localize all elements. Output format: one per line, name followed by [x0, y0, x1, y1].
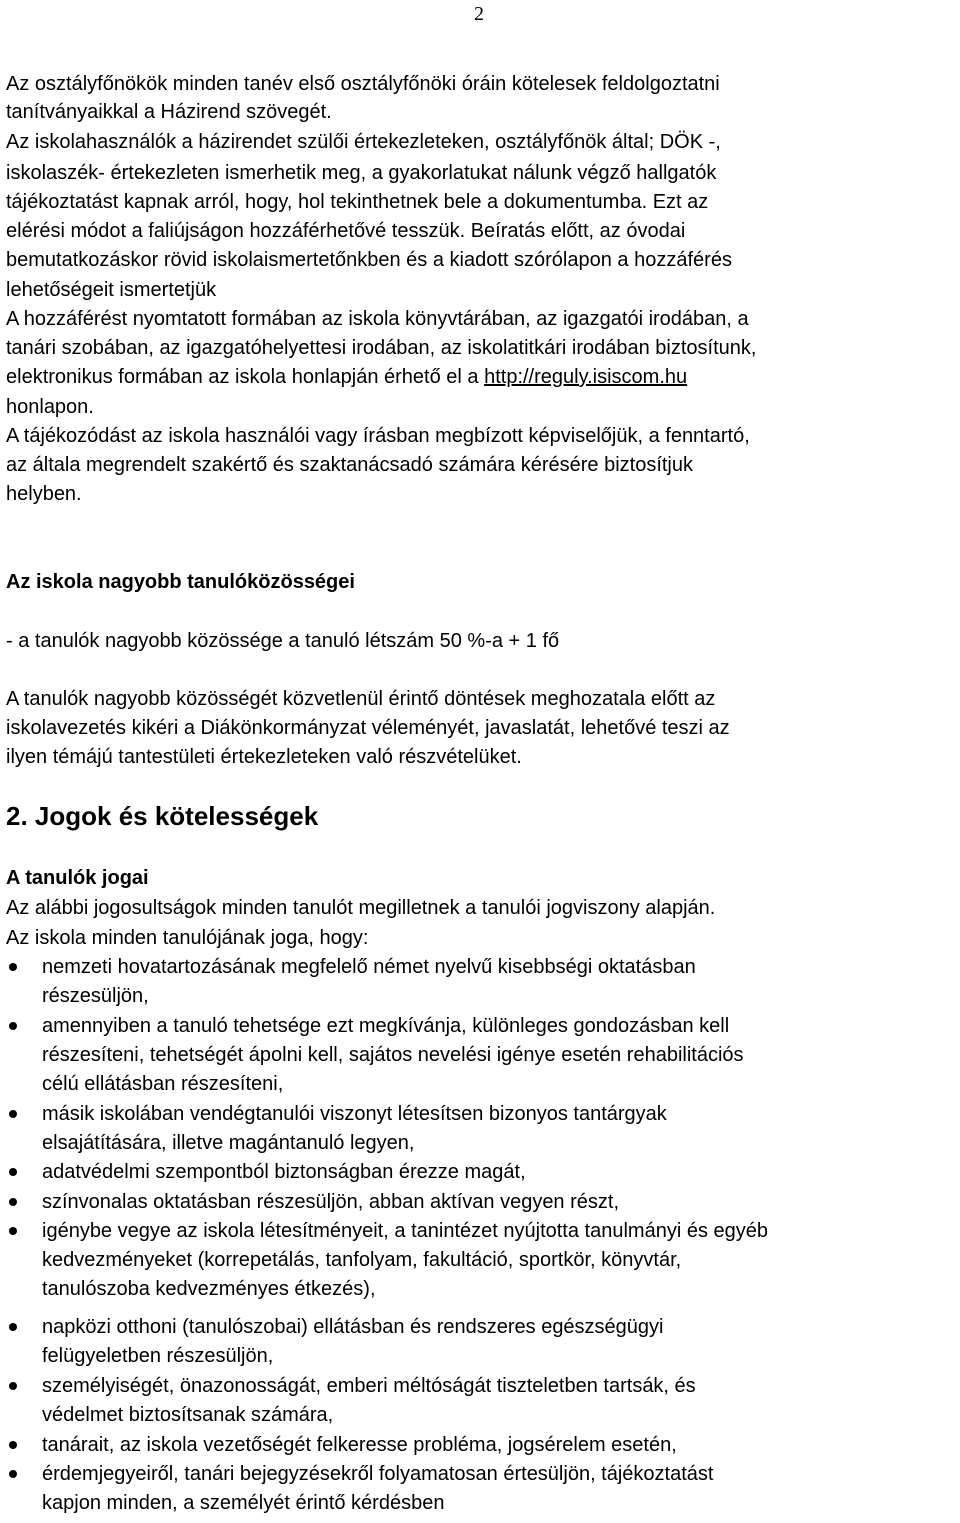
bullet-item-line: elsajátítására, illetve magántanuló legyen,: [42, 1132, 415, 1154]
bullet-item-line: másik iskolában vendégtanulói viszonyt létesítsen bizonyos tantárgyak: [42, 1103, 667, 1125]
paragraph-line: lehetőségeit ismertetjük: [6, 279, 217, 301]
paragraph-line: A tanulók nagyobb közösségét közvetlenül érintő döntések meghozatala előtt az: [6, 688, 716, 710]
bullet-dot: [9, 1382, 17, 1390]
bullet-item-line: színvonalas oktatásban részesüljön, abban aktívan vegyen részt,: [42, 1191, 620, 1213]
bullet-item-line: kapjon minden, a személyét érintő kérdésben: [42, 1492, 445, 1514]
paragraph-line: tájékoztatást kapnak arról, hogy, hol tekinthetnek bele a dokumentumba. Ezt az: [6, 191, 709, 213]
paragraph-line: tanítványaikkal a Házirend szövegét.: [6, 101, 332, 123]
bullet-item-line: amennyiben a tanuló tehetsége ezt megkívánja, különleges gondozásban kell: [42, 1015, 730, 1037]
bullet-item-line: felügyeletben részesüljön,: [42, 1345, 274, 1367]
website-link[interactable]: http://reguly.isiscom.hu: [484, 366, 688, 388]
bullet-dot: [9, 1022, 17, 1030]
bullet-item-line: védelmet biztosítsanak számára,: [42, 1404, 334, 1426]
bullet-item-line: napközi otthoni (tanulószobai) ellátásban és rendszeres egészségügyi: [42, 1316, 664, 1338]
rights-intro-line: Az iskola minden tanulójának joga, hogy:: [6, 927, 369, 949]
bullet-item-line: nemzeti hovatartozásának megfelelő német nyelvű kisebbségi oktatásban: [42, 956, 696, 978]
paragraph-line: A hozzáférést nyomtatott formában az iskola könyvtárában, az igazgatói irodában, a: [6, 308, 749, 330]
bullet-dot: [9, 1110, 17, 1118]
bullet-dot: [9, 963, 17, 971]
paragraph-line: honlapon.: [6, 396, 94, 418]
bullet-dot: [9, 1441, 17, 1449]
paragraph-line: Az osztályfőnökök minden tanév első osztályfőnöki óráin kötelesek feldolgoztatni: [6, 73, 720, 95]
paragraph-line: az általa megrendelt szakértő és szaktanácsadó számára kérésére biztosítjuk: [6, 454, 694, 476]
link-prefix: elektronikus formában az iskola honlapján érhető el a: [6, 366, 485, 388]
paragraph-line: Az iskolahasználók a házirendet szülői értekezleteken, osztályfőnök által; DÖK -,: [6, 131, 721, 153]
bullet-item-line: kedvezményeket (korrepetálás, tanfolyam, fakultáció, sportkör, könyvtár,: [42, 1249, 682, 1271]
bullet-dot: [9, 1168, 17, 1176]
bullet-item-line: adatvédelmi szempontból biztonságban érezze magát,: [42, 1161, 526, 1183]
community-line: - a tanulók nagyobb közössége a tanuló létszám 50 %-a + 1 fő: [6, 630, 560, 652]
page-number: 2: [474, 3, 484, 25]
bullet-item-line: célú ellátásban részesíteni,: [42, 1073, 284, 1095]
bullet-item-line: tanárait, az iskola vezetőségét felkeresse probléma, jogsérelem esetén,: [42, 1434, 677, 1456]
bullet-item-line: igénybe vegye az iskola létesítményeit, a tanintézet nyújtotta tanulmányi és egyéb: [42, 1220, 768, 1242]
bullet-item-line: tanulószoba kedvezményes étkezés),: [42, 1278, 376, 1300]
paragraph-line: bemutatkozáskor rövid iskolaismertetőnkben és a kiadott szórólapon a hozzáférés: [6, 249, 732, 271]
rights-heading: A tanulók jogai: [6, 867, 149, 889]
paragraph-line: A tájékozódást az iskola használói vagy írásban megbízott képviselőjük, a fenntartó,: [6, 425, 750, 447]
paragraph-line: tanári szobában, az igazgatóhelyettesi irodában, az iskolatitkári irodában biztosítunk,: [6, 337, 757, 359]
paragraph-line: helyben.: [6, 483, 82, 505]
bullet-dot: [9, 1227, 17, 1235]
bullet-item-line: személyiségét, önazonosságát, emberi méltóságát tiszteletben tartsák, és: [42, 1375, 696, 1397]
section-heading: Az iskola nagyobb tanulóközösségei: [6, 571, 355, 593]
paragraph-line: elérési módot a faliújságon hozzáférhetővé tesszük. Beíratás előtt, az óvodai: [6, 220, 686, 242]
chapter-heading: 2. Jogok és kötelességek: [6, 801, 319, 831]
bullet-item-line: érdemjegyeiről, tanári bejegyzésekről folyamatosan értesüljön, tájékoztatást: [42, 1463, 714, 1485]
bullet-item-line: részesíteni, tehetségét ápolni kell, sajátos nevelési igénye esetén rehabilitációs: [42, 1044, 744, 1066]
paragraph-line: ilyen témájú tantestületi értekezleteken való részvételüket.: [6, 746, 522, 768]
bullet-dot: [9, 1198, 17, 1206]
rights-intro-line: Az alábbi jogosultságok minden tanulót megilletnek a tanulói jogviszony alapján.: [6, 897, 716, 919]
paragraph-line: iskolavezetés kikéri a Diákönkormányzat véleményét, javaslatát, lehetővé teszi az: [6, 717, 730, 739]
bullet-dot: [9, 1470, 17, 1478]
paragraph-line: iskolaszék- értekezleten ismerhetik meg, a gyakorlatukat nálunk végző hallgatók: [6, 162, 717, 184]
bullet-item-line: részesüljön,: [42, 985, 149, 1007]
bullet-dot: [9, 1323, 17, 1331]
paragraph-line-with-link: [6, 365, 687, 389]
